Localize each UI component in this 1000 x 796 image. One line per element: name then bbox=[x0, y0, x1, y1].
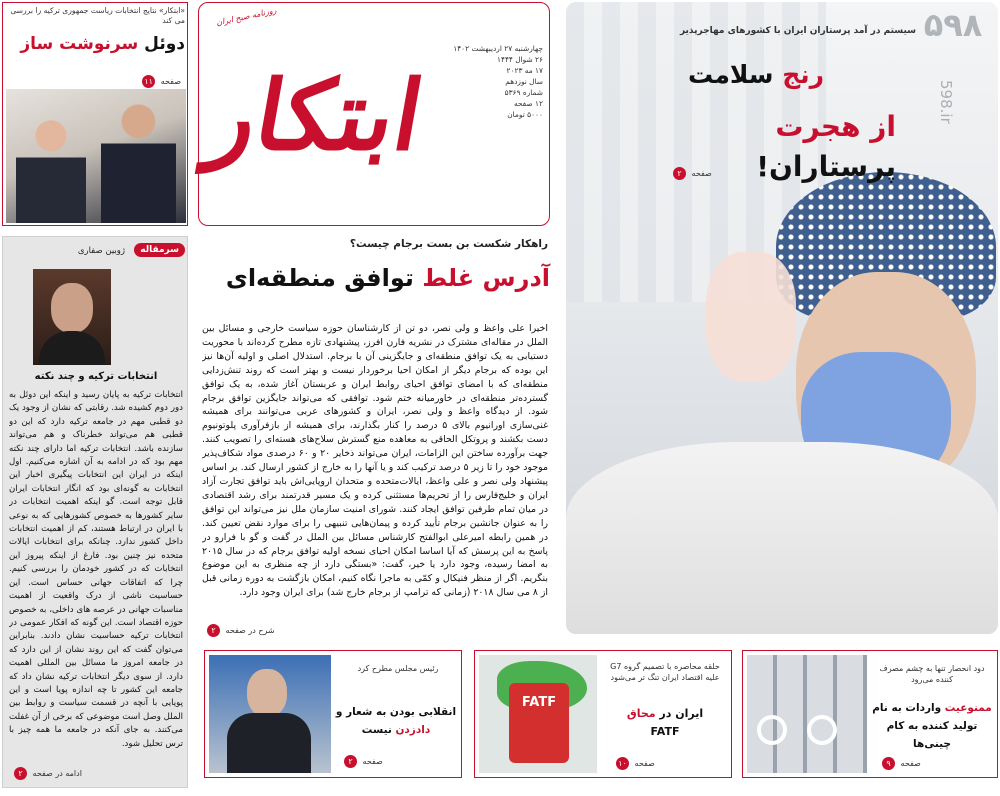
page-badge: ۲ bbox=[14, 767, 27, 780]
speaker-head bbox=[247, 669, 287, 717]
turkey-photo bbox=[6, 89, 186, 223]
health-headline-line2: از هجرت پرستاران! bbox=[756, 110, 896, 183]
politician-right bbox=[101, 99, 176, 223]
health-headline-line1: رنج سلامت bbox=[687, 60, 825, 89]
lead-headline-black: توافق منطقه‌ای bbox=[225, 264, 414, 292]
column-label-row bbox=[7, 243, 185, 263]
date-persian: چهارشنبه ۲۷ اردیبهشت ۱۴۰۲ bbox=[453, 44, 543, 53]
masthead-info bbox=[431, 43, 543, 120]
masthead bbox=[198, 2, 550, 226]
page-badge: ۲ bbox=[344, 755, 357, 768]
author-photo bbox=[33, 269, 111, 365]
fatf-kicker: حلقه محاصره با تصمیم گروه G7 علیه اقتصاد ایران تنگ تر می‌شود bbox=[610, 662, 720, 682]
turkey-headline bbox=[7, 33, 185, 55]
speaker-body bbox=[227, 713, 311, 773]
politician-left bbox=[16, 114, 86, 223]
page-badge: ۱۰ bbox=[616, 757, 629, 770]
bottom-box-fatf[interactable] bbox=[474, 650, 732, 778]
turkey-headline-red: سرنوشت ساز bbox=[20, 34, 139, 54]
fatf-headline: ایران در محاق FATF bbox=[626, 707, 704, 738]
washing-machine-1 bbox=[757, 715, 787, 745]
date-hijri: ۲۶ شوال ۱۴۴۴ bbox=[497, 55, 543, 64]
column-continued: ادامه در صفحه ۲ bbox=[11, 767, 82, 780]
imports-page-ref: صفحه ۹ bbox=[879, 757, 921, 770]
parliament-headline: انقلابی بودن به شعار و دادزدن نیست bbox=[335, 706, 457, 736]
masthead-tagline: روزنامه صبح ایران bbox=[215, 5, 278, 28]
health-subtitle: سیستم در آمد پرستاران ایران با کشورهای مهاجرپذیر bbox=[679, 26, 916, 36]
fatf-page-ref: صفحه ۱۰ bbox=[613, 757, 655, 770]
parliament-page-ref: صفحه ۲ bbox=[341, 755, 383, 768]
issue-number: شماره ۵۳۶۹ bbox=[504, 88, 543, 97]
date-gregorian: ۱۷ مه ۲۰۲۳ bbox=[506, 66, 543, 75]
imports-headline: ممنوعیت واردات به نام تولید کننده به کام چینی‌ها bbox=[872, 702, 992, 750]
price: ۵۰۰۰ تومان bbox=[507, 110, 543, 119]
page-badge: ۲ bbox=[673, 167, 686, 180]
lead-headline[interactable] bbox=[198, 258, 550, 298]
nurse-glove bbox=[706, 252, 796, 382]
nurse-gown bbox=[566, 442, 998, 634]
author-face bbox=[51, 283, 93, 333]
masthead-logo: ابتکار bbox=[200, 59, 432, 172]
fatf-image bbox=[479, 655, 597, 773]
lead-continued[interactable]: شرح در صفحه ۲ bbox=[204, 624, 275, 637]
column-label: سرمقاله bbox=[134, 243, 185, 257]
page-badge: ۲ bbox=[207, 624, 220, 637]
year-label: سال نوزدهم bbox=[505, 77, 543, 86]
column-author: ژوبین صفاری bbox=[77, 246, 125, 256]
appliances-photo bbox=[747, 655, 867, 773]
parliament-kicker: رئیس مجلس مطرح کرد bbox=[357, 664, 439, 673]
turkey-page-ref: صفحه ۱۱ bbox=[139, 75, 181, 88]
turkey-kicker: «ابتکار» نتایج انتخابات ریاست جمهوری ترکیه را بررسی می کند bbox=[10, 6, 185, 25]
health-story[interactable] bbox=[566, 2, 998, 634]
lead-headline-red: آدرس غلط bbox=[422, 264, 550, 292]
top-left-box[interactable] bbox=[2, 2, 188, 226]
health-page-ref: صفحه ۲ bbox=[670, 167, 712, 180]
fatf-image-label: FATF bbox=[521, 695, 557, 710]
watermark-logo: ۵۹۸ bbox=[923, 6, 983, 44]
imports-kicker: دود انحصار تنها به چشم مصرف کننده می‌رود bbox=[879, 664, 985, 684]
column-title: انتخابات ترکیه و چند نکته bbox=[34, 371, 158, 382]
editorial-column[interactable] bbox=[2, 236, 188, 788]
lead-kicker: راهکار شکست بن بست برجام چیست؟ bbox=[349, 238, 548, 250]
watermark-site: 598.ir bbox=[937, 80, 955, 124]
column-body: انتخابات ترکیه به پایان رسید و اینکه این دوئل به دور دوم کشیده شد. رقابتی که نشان از وجود یک دو قطبی مهم در جامعه ترکیه دارد که این دو قطبی هم می‌تواند خطرناک و هم می‌تواند سازنده باشد. انتخابات ترکیه اما دارای چند نکته مهم بود که در ادامه به آن اشاره می‌کنیم. اول اینکه در ایران این انتخابات پیگیری اخبار این انتخابات به گونه‌ای بود که انگار انتخابات ایران قابل توجه است. گو اینکه اهمیت انتخابات در سایر کشورها به خصوص کشورهایی که به نوعی با ایران در ارتباط هستند، کم از اهمیت انتخابات داخل کشور ندارد. چنانکه برای انتخابات ایالات متحده نیز چنین بود. فارغ از اینکه پیروز این انتخابات که در کشور خودمان را بررسی کنیم. چرا که اتفاقات جهانی حساس است. این حساسیت ناشی از درک واقعیت از اهمیت مناسبات جهانی در عرصه های داخلی، به خصوص حوزه اقتصاد است. این گونه که افکار عمومی در انتخابات ترکیه حساسیت نشان دادند. بنابراین می‌توان گفت که این روند نشان از این دارد که در جامعه امروز ما مسائل بین المللی اهمیت دارد. از سوی دیگر انتخابات ترکیه نشان داد که جامعه این کشور تا چه اندازه پویا است و این پویایی با آنچه در قسمت سیاست و روابط بین الملل وصل است موضوعی که برخی از آن غفلت می‌کنند. به جای آنکه در جامعه ما همه چیز با ترس تحلیل شود. bbox=[9, 390, 183, 749]
bottom-box-imports[interactable] bbox=[742, 650, 998, 778]
author-body bbox=[39, 331, 105, 365]
bottom-box-parliament[interactable] bbox=[204, 650, 462, 778]
lead-body: اخیرا علی واعظ و ولی نصر، دو تن از کارشناسان حوزه سیاست خارجی و مسائل بین الملل در مقاله‌ای مشترک در نشریه فارن افرز، پیشنهادی تازه مطرح کرده‌اند با محوریت دستیابی به یک توافق منطقه‌ای و جایگزینی آن با برجام. استدلال اصلی و اولیه آن‌ها نیز این بوده که برجام دیگر از امکان احیا برخوردار نیست و بهتر است که روند تنش‌زدایی منطقه‌ای که با امضای توافق احیای روابط ایران و عربستان آغاز شده، به یک توافق گسترده‌تر منطقه‌ای در خاورمیانه ختم شود. توافقی که می‌تواند جایگزین توافق برجام شود. از دیدگاه واعظ و ولی نصر، ایران و کشورهای عربی می‌توانند برای همیشه غنی‌سازی اورانیوم بالای ۵ درصد را کنار بگذارند، برای همیشه از بازفرآوری پلوتونیوم دست بکشند و پروتکل الحاقی به معاهده منع گسترش سلاح‌های هسته‌ای را تصویب کنند. جهت برآورده ساختن این الزامات، ایران می‌تواند ذخایر ۲۰ و ۶۰ درصدی مواد شکاف‌پذیر موجود خود را تا زیر ۵ درصد ترکیب کند و یا آنها را به خارج از کشور ارسال کند. بر اساس پیشنهاد ولی نصر و علی واعظ، ایالات‌متحده و متحدان اروپایی‌اش باید توافق تجارت آزاد ایران و خلیج‌فارس را از تحریم‌ها مستثنی کرده و یک مسیر قدرتمند برای رشد اقتصادی در میان تمام طرفین توافق ایجاد کنند. شورای امنیت سازمان ملل نیز می‌تواند این توافق را به عنوان جانشین برجام تأیید کرده و پیمان‌هایی تنبیهی را برای موارد نقض تعیین کند. در همین رابطه امیرعلی ابوالفتح کارشناس مسائل بین الملل در گفت و گو با فرارو در پاسخ به این پرسش که آیا اساسا امکان احیای نسخه اولیه توافق برجام که در سال ۲۰۱۵ به امضا رسیده، وجود دارد یا خیر، گفت: «بستگی دارد از چه منظری به این موضوع بنگریم. اگر از منظر فنیکال و کمّی به ماجرا نگاه کنیم، امکان بازگشت به دوره زمانی قبل از ۸ می سال ۲۰۱۸ (زمانی که ترامپ از برجام خارج شد) برای ایران وجود دارد. bbox=[202, 323, 548, 599]
turkey-headline-black: دوئل bbox=[144, 34, 185, 54]
washing-machine-2 bbox=[807, 715, 837, 745]
page-count: ۱۲ صفحه bbox=[513, 99, 543, 108]
page-badge: ۹ bbox=[882, 757, 895, 770]
speaker-photo bbox=[209, 655, 331, 773]
page-badge: ۱۱ bbox=[142, 75, 155, 88]
